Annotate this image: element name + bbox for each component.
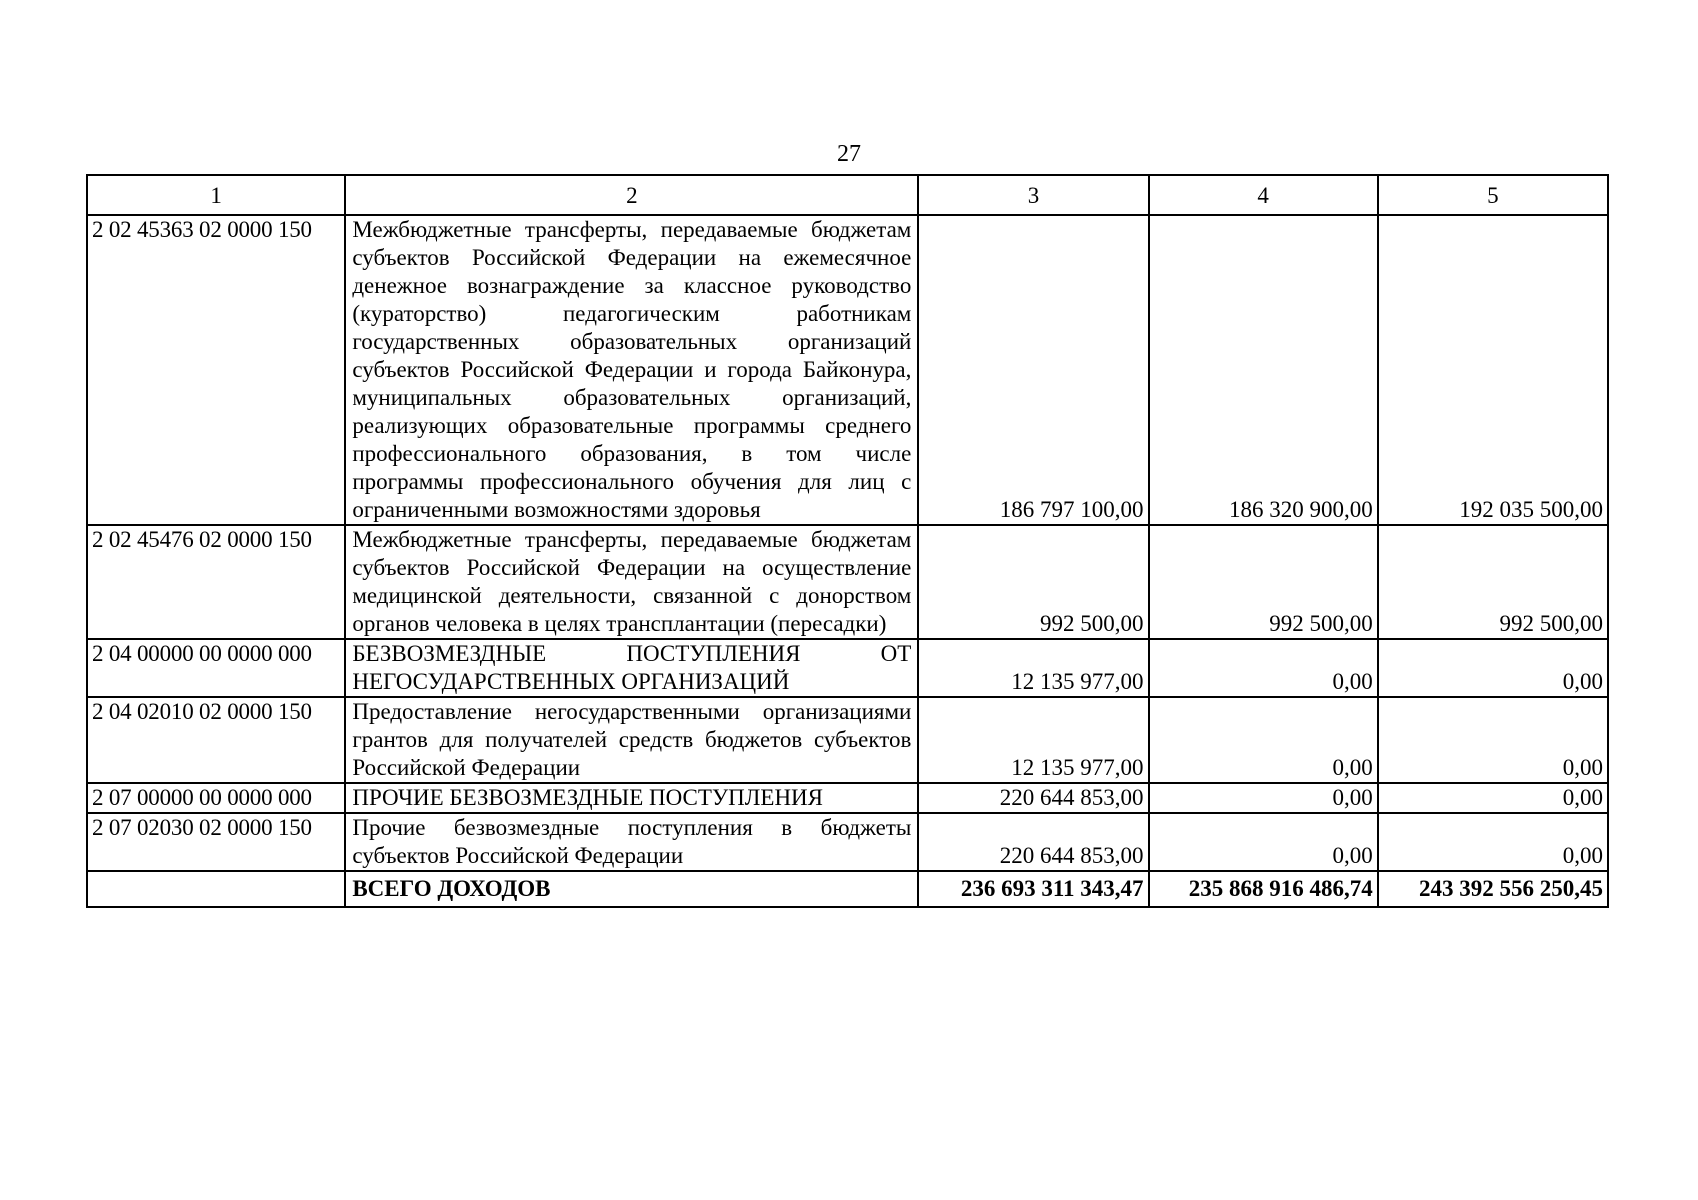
amount-col4-cell: 0,00: [1149, 813, 1378, 871]
column-header-5: 5: [1378, 175, 1608, 215]
budget-code-cell: 2 04 00000 00 0000 000: [87, 639, 345, 697]
amount-col4-cell: 0,00: [1149, 697, 1378, 783]
column-header-1: 1: [87, 175, 345, 215]
total-col3-cell: 236 693 311 343,47: [918, 871, 1148, 907]
amount-col4-cell: 992 500,00: [1149, 525, 1378, 639]
table-row: [87, 697, 1608, 783]
budget-code-cell: 2 07 00000 00 0000 000: [87, 783, 345, 813]
total-col5-cell: 243 392 556 250,45: [1378, 871, 1608, 907]
description-cell: Межбюджетные трансферты, передаваемые бюджетам субъектов Российской Федерации на осуществление медицинской деятельности, связанной с донорством органов человека в целях трансплантации (пересадки): [345, 525, 918, 639]
page-number: 27: [837, 141, 861, 167]
amount-col5-cell: 0,00: [1378, 813, 1608, 871]
amount-col3-cell: 220 644 853,00: [918, 813, 1148, 871]
amount-col5-cell: 0,00: [1378, 783, 1608, 813]
amount-col5-cell: 992 500,00: [1378, 525, 1608, 639]
table-row: [87, 215, 1608, 525]
description-cell: Предоставление негосударственными организациями грантов для получателей средств бюджетов субъектов Российской Федерации: [345, 697, 918, 783]
budget-code-cell: 2 07 02030 02 0000 150: [87, 813, 345, 871]
total-col4-cell: 235 868 916 486,74: [1149, 871, 1378, 907]
description-cell: Межбюджетные трансферты, передаваемые бюджетам субъектов Российской Федерации на ежемесячное денежное вознаграждение за классное руководство (кураторство) педагогическим работникам государственных образовательных организаций субъектов Российской Федерации и города Байконура, муниципальных образовательных организаций, реализующих образовательные программы среднего профессионального образования, в том числе программы профессионального обучения для лиц с ограниченными возможностями здоровья: [345, 215, 918, 525]
column-header-4: 4: [1149, 175, 1378, 215]
total-row: [87, 871, 1608, 907]
budget-code-cell: 2 04 02010 02 0000 150: [87, 697, 345, 783]
budget-code-cell: 2 02 45476 02 0000 150: [87, 525, 345, 639]
amount-col3-cell: 12 135 977,00: [918, 697, 1148, 783]
amount-col5-cell: 0,00: [1378, 639, 1608, 697]
amount-col5-cell: 0,00: [1378, 697, 1608, 783]
budget-code-cell: 2 02 45363 02 0000 150: [87, 215, 345, 525]
table-row: [87, 813, 1608, 871]
description-cell: БЕЗВОЗМЕЗДНЫЕ ПОСТУПЛЕНИЯ ОТ НЕГОСУДАРСТВЕННЫХ ОРГАНИЗАЦИЙ: [345, 639, 918, 697]
budget-revenue-table: [86, 174, 1609, 908]
description-cell: ПРОЧИЕ БЕЗВОЗМЕЗДНЫЕ ПОСТУПЛЕНИЯ: [345, 783, 918, 813]
column-header-2: 2: [345, 175, 918, 215]
table-header-row: [87, 175, 1608, 215]
table-row: [87, 783, 1608, 813]
total-code-cell: [87, 871, 345, 907]
description-cell: Прочие безвозмездные поступления в бюджеты субъектов Российской Федерации: [345, 813, 918, 871]
amount-col4-cell: 186 320 900,00: [1149, 215, 1378, 525]
amount-col4-cell: 0,00: [1149, 783, 1378, 813]
column-header-3: 3: [918, 175, 1148, 215]
table-row: [87, 639, 1608, 697]
amount-col5-cell: 192 035 500,00: [1378, 215, 1608, 525]
table-row: [87, 525, 1608, 639]
amount-col3-cell: 12 135 977,00: [918, 639, 1148, 697]
amount-col3-cell: 220 644 853,00: [918, 783, 1148, 813]
total-label: ВСЕГО ДОХОДОВ: [345, 871, 918, 907]
amount-col4-cell: 0,00: [1149, 639, 1378, 697]
amount-col3-cell: 186 797 100,00: [918, 215, 1148, 525]
amount-col3-cell: 992 500,00: [918, 525, 1148, 639]
